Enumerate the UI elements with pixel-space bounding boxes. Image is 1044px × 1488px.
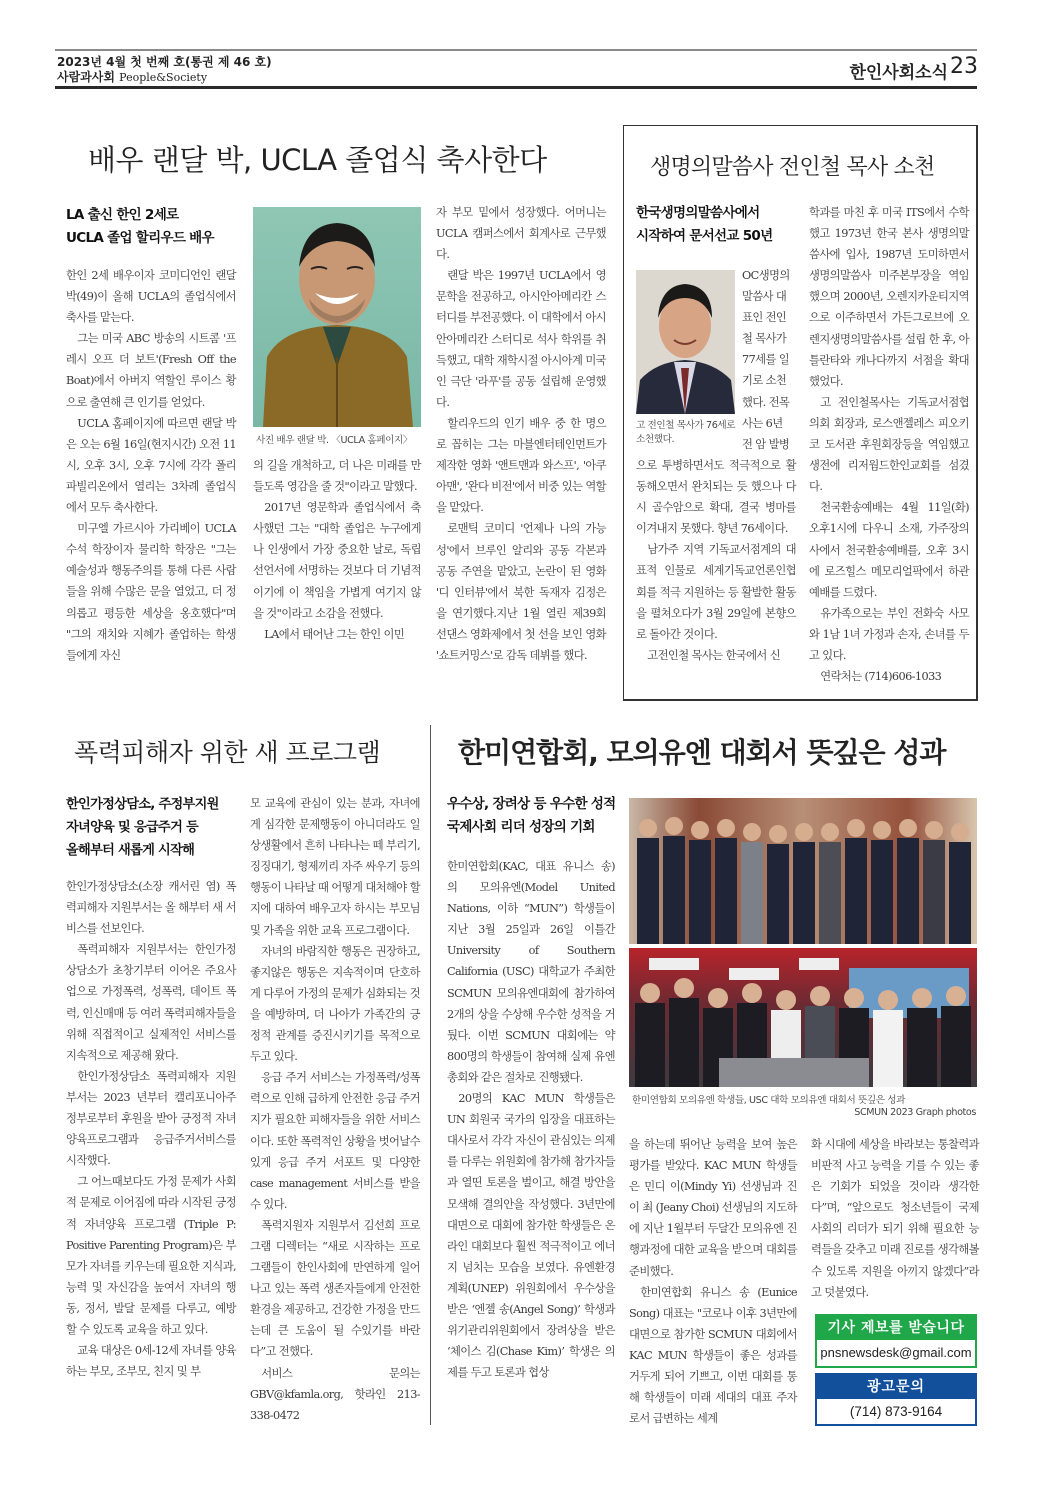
page-number: 23 (950, 54, 978, 79)
jeon-incheol-portrait (636, 270, 735, 414)
photo-caption-mun: 한미연합회 모의유엔 학생들, USC 대학 모의유엔 대회서 뜻깊은 성과 (632, 1095, 906, 1106)
paragraph: 폭력피해자 지원부서는 한인가정상담소가 초창기부터 이어온 주요사업으로 가정폭력, 성폭력, 데이트 폭력, 인신매매 등 여러 폭력피해자들을 위해 직접적이고 실제적인 서비스를 지속적으로 제공해 왔다. (66, 943, 236, 1062)
paragraph: 랜달 박은 1997년 UCLA에서 영문학을 전공하고, 아시안아메리칸 스터디를 부전공했다. 이 대학에서 아시안아메리칸 스터디로 석사 학위를 취득했고, 대학 재학시절 아시아계 미국인 극단 '라푸'를 공동 설립해 운영했다. (436, 269, 606, 409)
subhead-randall-park (66, 204, 214, 250)
paragraph: 의 길을 개척하고, 더 나은 미래를 만들도록 영감을 줄 것"이라고 말했다. (253, 459, 421, 494)
paragraph: 화 시대에 세상을 바라보는 통찰력과 비판적 사고 능력을 기를 수 있는 좋은 기회가 되었을 것이라 생각한다”며, “앞으로도 청소년들이 국제 사회의 리더가 되기 위해 필요한 능력들을 갖추고 미래 진로를 생각해볼 수 있도록 지원을 아끼지 않겠다”라고 덧붙였다. (811, 1138, 979, 1299)
photo-credit-mun: SCMUN 2023 Graph photos (854, 1107, 976, 1118)
randall-column-2 (253, 455, 421, 645)
photo-caption-randall: 사진 배우 랜달 박. 〈UCLA 홈페이지〉 (256, 435, 413, 446)
subhead-line: 자녀양육 및 응급주거 등 (66, 820, 199, 835)
photo-randall-park (253, 207, 421, 427)
news-tip-email[interactable]: pnsnewsdesk@gmail.com (820, 1345, 972, 1360)
news-tip-box (815, 1314, 977, 1368)
advertising-box (815, 1373, 977, 1426)
paragraph: 천국환송예배는 4월 11일(화) 오후1시에 다우니 소재, 가주장의사에서 천국환송예배를, 오후 3시에 로즈힐스 메모리얼팍에서 하관예배를 드렸다. (809, 501, 969, 599)
text-line: 전 암 발병 (742, 437, 790, 451)
subhead-line: 한인가정상담소, 주정부지원 (66, 797, 219, 812)
photo-caption-obituary: 고 전인철 목사가 76세로 소천했다. (636, 420, 736, 445)
paragraph: 남가주 지역 기독교서점계의 대표적 인물로 세계기독교언론인협회를 적극 지원하는 등 활발한 활동을 펼쳐오다가 3월 29일에 본향으로 돌아간 것이다. (636, 543, 796, 641)
text-line: 했다. 전목 (742, 395, 790, 409)
paragraph: 자 부모 밑에서 성장했다. 어머니는 UCLA 캠퍼스에서 회계사로 근무했다. (436, 206, 606, 262)
issue-info: 2023년 4월 첫 번째 호(통권 제 46 호) (57, 55, 272, 69)
paragraph: 한미연합회 유니스 송 (Eunice Song) 대표는 "코로나 이후 3년만에 대면으로 참가한 SCMUN 대회에서 KAC MUN 학생들이 좋은 성과를 거두게 되어 기쁘고, 이번 대회를 통해 학생들이 미래 세대의 대표 주자로서 급변하는 세계 (629, 1285, 797, 1426)
photo-mun-group-outdoor (629, 798, 977, 944)
subhead-violence-program (66, 793, 219, 862)
text-line: 기로 소천 (742, 374, 787, 388)
paragraph: 한미연합회(KAC, 대표 유니스 송) 의 모의유엔(Model United Nations, 이하 “MUN”) 학생들이 지난 3월 25일과 26일 이틀간 University of Southern California (USC) 대학교가 주최한 SCMUN 모의유엔대회에 참가하여 2개의 상을 수상해 우수한 성적을 거뒀다. 이번 SCMUN 대회에는 약 800명의 학생들이 참여해 실제 유엔총회와 같은 절차로 진행됐다. (447, 860, 615, 1084)
headline-kac-mun: 한미연합회, 모의유엔 대회서 뜻깊은 성과 (458, 736, 946, 769)
paragraph: 자녀의 바람직한 행동은 권장하고, 좋지않은 행동은 지속적이며 단호하게 다루어 가정의 문제가 심화되는 것을 예방하며, 더 나아가 가족간의 긍정적 관계를 증진시키기를 목적으로 두고 있다. (250, 944, 420, 1064)
paragraph: 미구엘 가르시아 가리베이 UCLA 수석 학장이자 물리학 학장은 "그는 예술성과 행동주의를 통해 다른 사람들을 위해 수많은 문을 열었고, 더 정의롭고 평등한 세상을 옹호했다"며 "그의 재치와 지혜가 졸업하는 학생들에게 자신 (66, 522, 236, 662)
paragraph: 을 하는데 뛰어난 능력을 보여 높은 평가를 받았다. KAC MUN 학생들은 민디 이(Mindy Yi) 선생님과 진이 최 (Jeany Choi) 선생님의 지도하에 지난 1월부터 두달간 모의유엔 진행과정에 대한 교육을 받으며 대회를 준비했다. (629, 1138, 797, 1278)
mun-students-outdoor (629, 798, 977, 944)
mun-column-1 (447, 856, 615, 1383)
paragraph: 로맨틱 코미디 '언제나 나의 가능성'에서 브루인 알리와 공동 각본과 공동 주연을 맡았고, 논란이 된 영화 '디 인터뷰'에서 북한 독재자 김정은을 연기했다.지난 1월 열린 제39회 선댄스 영화제에서 첫 선을 보인 영화 '쇼트커밍스'로 감독 데뷔를 했다. (436, 522, 606, 662)
paragraph: LA에서 태어난 그는 한인 이민 (264, 627, 405, 641)
obituary-beside-photo-text (742, 265, 796, 455)
paragraph: 할리우드의 인기 배우 중 한 명으로 꼽히는 그는 마블엔터테인먼트가 제작한 영화 '앤트맨과 와스프', '아쿠아맨', '완다 비전'에서 비중 있는 역할을 맡았다. (436, 416, 606, 515)
violence-column-1 (66, 876, 236, 1382)
mun-column-3 (811, 1134, 979, 1303)
subhead-obituary (636, 202, 772, 248)
text-line: 사는 6년 (742, 416, 783, 430)
paragraph: 한인 2세 배우이자 코미디언인 랜달 박(49)이 올해 UCLA의 졸업식에서 축사를 맡는다. (66, 269, 236, 325)
publication-name-en: People&Society (119, 71, 208, 84)
paragraph: 그 어느때보다도 가정 문제가 사회적 문제로 이어짐에 따라 시작된 긍정적 자녀양육 프로그램 (Triple P: Positive Parenting Program)은 부모가 자녀를 키우는데 필요한 지식과, 능력 및 자신감을 높여서 자녀의 행동, 정서, 발달 문제를 다루고, 예방 할 수 있도록 교육을 하고 있다. (66, 1175, 236, 1336)
text-line: OC생명의 (742, 269, 790, 282)
text-line: 말씀사 대 (742, 290, 787, 304)
column-divider (430, 725, 431, 1425)
paragraph: 폭력지원자 지원부서 김선희 프로그램 디렉터는 “새로 시작하는 프로그램들이 한인사회에 만연하게 일어나고 있는 폭력 생존자들에게 안전한 환경을 제공하고, 건강한 가정을 만드는데 큰 도움이 될 수있기를 바란다”고 전했다. (250, 1218, 420, 1359)
headline-randall-park: 배우 랜달 박, UCLA 졸업식 축사한다 (88, 143, 547, 177)
paragraph: 응급 주거 서비스는 가정폭력/성폭력으로 인해 급하게 안전한 응급 주거지가 필요한 피해자들을 위한 서비스이다. 또한 폭력적인 상황을 벗어날수있게 응급 주거 서포트 및 다양한 case management 서비스를 받을 수 있다. (250, 1071, 420, 1211)
mun-students-indoor (629, 948, 977, 1087)
contact-info: 연락처는 (714)606-1033 (820, 670, 942, 684)
paragraph: 모 교육에 관심이 있는 분과, 자녀에게 심각한 문제행동이 아니더라도 일상생활에서 흔히 나타나는 떼 부리기, 징징대기, 형제끼리 자주 싸우기 등의 행동이 나타날 때 어떻게 대처해야 할지에 대하여 배우고자 하시는 부모님 및 가족을 위한 교육 프로그램이다. (250, 797, 420, 937)
paragraph: 고전인철 목사는 한국에서 신 (647, 648, 781, 662)
paragraph: 한인가정상담소(소장 캐서린 염) 폭력피해자 지원부서는 올 해부터 새 서비스를 선보인다. (66, 880, 236, 936)
randall-column-3 (436, 202, 606, 666)
subhead-line: 우수상, 장려상 등 우수한 성적 (447, 796, 616, 812)
paragraph: 학과를 마친 후 미국 ITS에서 수학했고 1973년 한국 본사 생명의말씀사에 입사, 1987년 도미하면서 생명의말씀사 미주본부장을 역임했으며 2000년, 오렌지카운티지역으로 이주하면서 가든그로브에 오렌지생명의말씀사를 설립 한 후, 아틀란타와 캐나다까지 서점을 확대했었다. (809, 206, 969, 388)
mun-column-2 (629, 1134, 797, 1429)
paragraph: 교육 대상은 0세-12세 자녀를 양육하는 부모, 조부모, 친지 및 부 (66, 1344, 236, 1379)
violence-column-2 (250, 793, 420, 1426)
subhead-line: 한국생명의말씀사에서 (636, 205, 760, 221)
publication-name-kr: 사람과사회 (57, 70, 115, 84)
publication-name (57, 68, 207, 85)
paragraph: 으로 투병하면서도 적극적으로 활동해오면서 완치되는 듯 했으나 다시 골수암으로 확대, 결국 병마를 이겨내지 못했다. 향년 76세이다. (636, 459, 796, 536)
paragraph: 2017년 영문학과 졸업식에서 축사했던 그는 "대학 졸업은 누구에게나 인생에서 가장 중요한 날로, 독립선언서에 서명하는 것보다 더 기념적이기에 이 책임을 가볍게 여기지 않을 것"이라고 소감을 전했다. (253, 501, 421, 620)
header-bottom-rule (55, 86, 977, 89)
subhead-line: 시작하여 문서선교 50년 (636, 228, 773, 244)
subhead-line: 국제사회 리더 성장의 기회 (447, 819, 595, 835)
contact-info: 서비스 문의는 GBV@kfamla.org, 핫라인 213-338-0472 (250, 1366, 420, 1422)
paragraph: 20명의 KAC MUN 학생들은 UN 회원국 국가의 입장을 대표하는 대사로서 각각 자신이 관심있는 의제를 다루는 위원회에 참가해 참가자들과 열띤 토론을 벌이고, 해결 방안을 모색해 결의안을 작성했다. 3년만에 대면으로 대회에 참가한 학생들은 온라인 대회보다 훨씬 적극적이고 에너지 넘치는 모습을 보였다. 유엔환경계획(UNEP) 위원회에서 우수상을 받은 ‘엔젤 송(Angel Song)’ 학생과 위기관리위원회에서 장려상을 받은 ‘체이스 김(Chase Kim)’ 학생은 의제를 두고 토론과 협상 (447, 1092, 615, 1380)
photo-jeon-incheol (636, 270, 735, 414)
randall-park-portrait (253, 207, 421, 427)
headline-violence-program: 폭력피해자 위한 새 프로그램 (74, 738, 381, 767)
header-top-rule (55, 49, 977, 51)
news-tip-title: 기사 제보를 받습니다 (817, 1316, 975, 1340)
subhead-line: LA 출신 한인 2세로 (66, 207, 179, 223)
photo-mun-group-indoor (629, 948, 977, 1087)
advertising-title: 광고문의 (817, 1375, 975, 1399)
obituary-column-1 (636, 455, 796, 666)
randall-column-1 (66, 265, 236, 666)
text-line: 표인 전인 (742, 311, 787, 325)
subhead-line: UCLA 졸업 할리우드 배우 (66, 230, 214, 246)
advertising-phone[interactable]: (714) 873-9164 (849, 1404, 943, 1419)
headline-obituary: 생명의말씀사 전인철 목사 소천 (650, 155, 935, 180)
paragraph: UCLA 홈페이지에 따르면 랜달 박은 오는 6월 16일(현지시간) 오전 11시, 오후 3시, 오후 7시에 각각 폴리 파빌리온에서 열리는 3차례 졸업식에서 모두 축사한다. (66, 416, 236, 515)
subhead-kac-mun (447, 793, 616, 839)
obituary-column-2 (809, 202, 969, 687)
paragraph: 그는 미국 ABC 방송의 시트콤 '프레시 오프 더 보트'(Fresh Off the Boat)에서 아버지 역할인 루이스 황으로 출연해 큰 인기를 얻었다. (66, 332, 236, 409)
paragraph: 고 전인철목사는 기독교서점협의회 회장과, 로스앤젤레스 피오키코 도서관 후원회장등을 역임했고 생전에 리저웜드한인교회를 섬겼다. (809, 395, 969, 494)
paragraph: 한인가정상담소 폭력피해자 지원부서는 2023 년부터 캘리포니아주 정부로부터 후원을 받아 긍정적 자녀양육프로그램과 응급주거서비스를 시작했다. (66, 1069, 236, 1168)
paragraph: 유가족으로는 부인 전화숙 사모와 1남 1녀 가정과 손자, 손녀를 두고 있다. (809, 606, 969, 662)
section-title: 한인사회소식 (849, 63, 948, 83)
text-line: 77세를 일 (742, 353, 790, 367)
subhead-line: 올해부터 새롭게 시작해 (66, 843, 195, 858)
text-line: 철 목사가 (742, 332, 787, 346)
